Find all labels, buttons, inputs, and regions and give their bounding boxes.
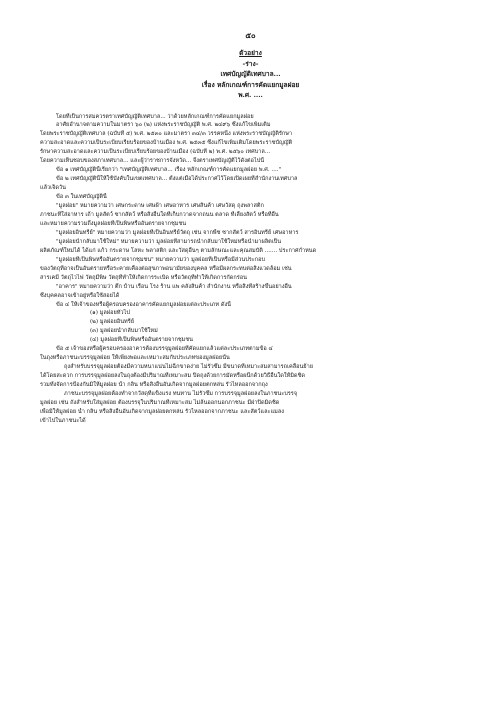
body-line: และหมายความรวมถึงมูลฝอยที่เป็นพิษหรืออันตรายจากชุมชน bbox=[40, 220, 187, 227]
body-line: สารเคมี วัตถุไวไฟ วัตถุมีพิษ วัตถุที่ทำให้เกิดการระเบิด หรือวัตถุที่ทำให้เกิดการกัดกร่อน bbox=[40, 274, 247, 281]
body-line: ข้อ ๓ ในเทศบัญญัตินี้ bbox=[56, 194, 107, 201]
body-line: "มูลฝอยอินทรีย์" หมายความว่า มูลฝอยที่เป็นอินทรีย์วัตถุ เช่น จากพืช ซากสัตว์ สารอินทรีย์ เศษอาหาร bbox=[56, 229, 299, 236]
body-line: ภาชนะที่ใส่อาหาร เถ้า มูลสัตว์ ซากสัตว์ หรือสิ่งอื่นใดที่เก็บกวาดจากถนน ตลาด ที่เลี้ยงสัตว์ หรือที่อื่น bbox=[40, 211, 279, 218]
body-line: (๒) มูลฝอยอินทรีย์ bbox=[90, 319, 135, 326]
body-line: เพื่อมิให้มูลฝอย น้ำ กลิ่น หรือสิ่งอื่นอันเกิดจากมูลฝอยตกหล่น รั่วไหลออกจากภาชนะ และสัตว์และแมลง bbox=[40, 408, 285, 415]
body-line: (๑) มูลฝอยทั่วไป bbox=[90, 310, 130, 317]
body-line: ภาชนะบรรจุมูลฝอยต้องทำจากวัสดุที่แข็งแรง ทนทาน ไม่รั่วซึม การบรรจุมูลฝอยลงในภาชนะบรรจุ bbox=[64, 391, 298, 398]
body-line: (๓) มูลฝอยนำกลับมาใช้ใหม่ bbox=[90, 328, 158, 335]
page-number: ๕๐ bbox=[245, 31, 256, 40]
document-title: เทศบัญญัติเทศบาล... bbox=[220, 70, 281, 78]
body-line: ข้อ ๒ เทศบัญญัตินี้ให้ใช้บังคับในเขตเทศบาล... ตั้งแต่เมื่อได้ประกาศไว้โดยเปิดเผยที่สำนักงานเทศบาล bbox=[56, 176, 298, 183]
document-body bbox=[40, 113, 461, 426]
document-year: พ.ศ. .... bbox=[238, 91, 263, 99]
body-line: (๔) มูลฝอยที่เป็นพิษหรืออันตรายจากชุมชน bbox=[90, 337, 193, 344]
body-line: ผลิตภัณฑ์ใหม่ได้ ได้แก่ แก้ว กระดาษ โลหะ พลาสติก และวัสดุอื่นๆ ตามลักษณะและคุณสมบัติ ....... ประกาศกำหนด bbox=[40, 247, 317, 254]
document-subject: เรื่อง หลักเกณฑ์การคัดแยกมูลฝอย bbox=[201, 80, 300, 89]
body-line: "มูลฝอยนำกลับมาใช้ใหม่" หมายความว่า มูลฝอยที่สามารถนำกลับมาใช้ใหม่หรือนำมาผลิตเป็น bbox=[56, 238, 282, 245]
body-line: "มูลฝอยที่เป็นพิษหรืออันตรายจากชุมชน" หมายความว่า มูลฝอยที่เป็นหรือมีส่วนประกอบ bbox=[56, 256, 266, 263]
body-line: เข้าไปในภาชนะได้ bbox=[40, 417, 86, 424]
document-header bbox=[40, 48, 461, 101]
body-line: ในถุงหรือภาชนะบรรจุมูลฝอย ให้เพียงพอและเหมาะสมกับประเภทของมูลฝอยนั้น bbox=[40, 355, 230, 362]
body-line: โดยที่เป็นการสมควรตราเทศบัญญัติเทศบาล... ว่าด้วยหลักเกณฑ์การคัดแยกมูลฝอย bbox=[56, 113, 254, 120]
draft-label: -ร่าง- bbox=[242, 59, 259, 68]
body-line: ข้อ ๑ เทศบัญญัตินี้เรียกว่า "เทศบัญญัติเทศบาล... เรื่อง หลักเกณฑ์การคัดแยกมูลฝอย พ.ศ. ...." bbox=[56, 167, 282, 174]
body-line: ข้อ ๔ ให้เจ้าของหรือผู้ครอบครองอาคารคัดแยกมูลฝอยแต่ละประเภท ดังนี้ bbox=[56, 301, 232, 308]
body-line: ของวัตถุที่อาจเป็นอันตรายหรือระคายเคืองต่อสุขภาพอนามัยของบุคคล หรือมีผลกระทบต่อสิ่งแวดล้อม เช่น bbox=[40, 265, 292, 272]
body-line: แล้วเจ็ดวัน bbox=[40, 185, 66, 192]
body-line: "มูลฝอย" หมายความว่า เศษกระดาษ เศษผ้า เศษอาหาร เศษสินค้า เศษวัสดุ ถุงพลาสติก bbox=[56, 203, 264, 210]
body-line: โดยพระราชบัญญัติเทศบาล (ฉบับที่ ๕) พ.ศ. ๒๕๓๐ และมาตรา ๓๔/๓ วรรคหนึ่ง แห่งพระราชบัญญัติรักษา bbox=[40, 131, 293, 138]
body-line: รักษาความสะอาดและความเป็นระเบียบเรียบร้อยของบ้านเมือง (ฉบับที่ ๒) พ.ศ. ๒๕๖๐ เทศบาล... bbox=[40, 149, 271, 156]
body-line: ความสะอาดและความเป็นระเบียบเรียบร้อยของบ้านเมือง พ.ศ. ๒๕๓๕ ซึ่งแก้ไขเพิ่มเติมโดยพระราชบัญญัติ bbox=[40, 140, 293, 147]
example-label: ตัวอย่าง bbox=[239, 49, 262, 57]
body-line: ข้อ ๕ เจ้าของหรือผู้ครอบครองอาคารต้องบรรจุมูลฝอยที่คัดแยกแล้วแต่ละประเภทตามข้อ ๔ bbox=[56, 346, 273, 353]
body-line: ถุงสำหรับบรรจุมูลฝอยต้องมีความหนาแน่นไม่ฉีกขาดง่าย ไม่รั่วซึม มีขนาดที่เหมาะสมสามารถเคลื่อนย้าย bbox=[64, 364, 314, 371]
body-line: โดยความเห็นชอบของสภาเทศบาล... และผู้ว่าราชการจังหวัด... จึงตราเทศบัญญัติไว้ดังต่อไปนี้ bbox=[40, 158, 265, 165]
body-line: รวมทั้งจัดการป้องกันมิให้มูลฝอย น้ำ กลิ่น หรือสิ่งอื่นอันเกิดจากมูลฝอยตกหล่น รั่วไหลออกจากถุง bbox=[40, 382, 268, 389]
body-line: "อาคาร" หมายความว่า ตึก บ้าน เรือน โรง ร้าน แพ คลังสินค้า สำนักงาน หรือสิ่งที่สร้างขึ้นอย่างอื่น bbox=[56, 283, 292, 290]
body-line: ได้โดยสะดวก การบรรจุมูลฝอยลงในถุงต้องมีปริมาณที่เหมาะสม ปิดถุงด้วยการมัดหรือผนึกด้วยวิธีอื่นใดให้มิดชิด bbox=[40, 373, 305, 380]
body-line: มูลฝอย เช่น ถังสำหรับใส่มูลฝอย ต้องบรรจุในปริมาณที่เหมาะสม ไม่ล้นออกนอกภาชนะ มีฝาปิดมิดชิด bbox=[40, 400, 280, 406]
body-line: ซึ่งบุคคลอาจเข้าอยู่หรือใช้สอยได้ bbox=[40, 292, 120, 299]
body-line: อาศัยอำนาจตามความในมาตรา ๖๐ (๒) แห่งพระราชบัญญัติ พ.ศ. ๒๔๙๖ ซึ่งแก้ไขเพิ่มเติม bbox=[56, 122, 271, 129]
